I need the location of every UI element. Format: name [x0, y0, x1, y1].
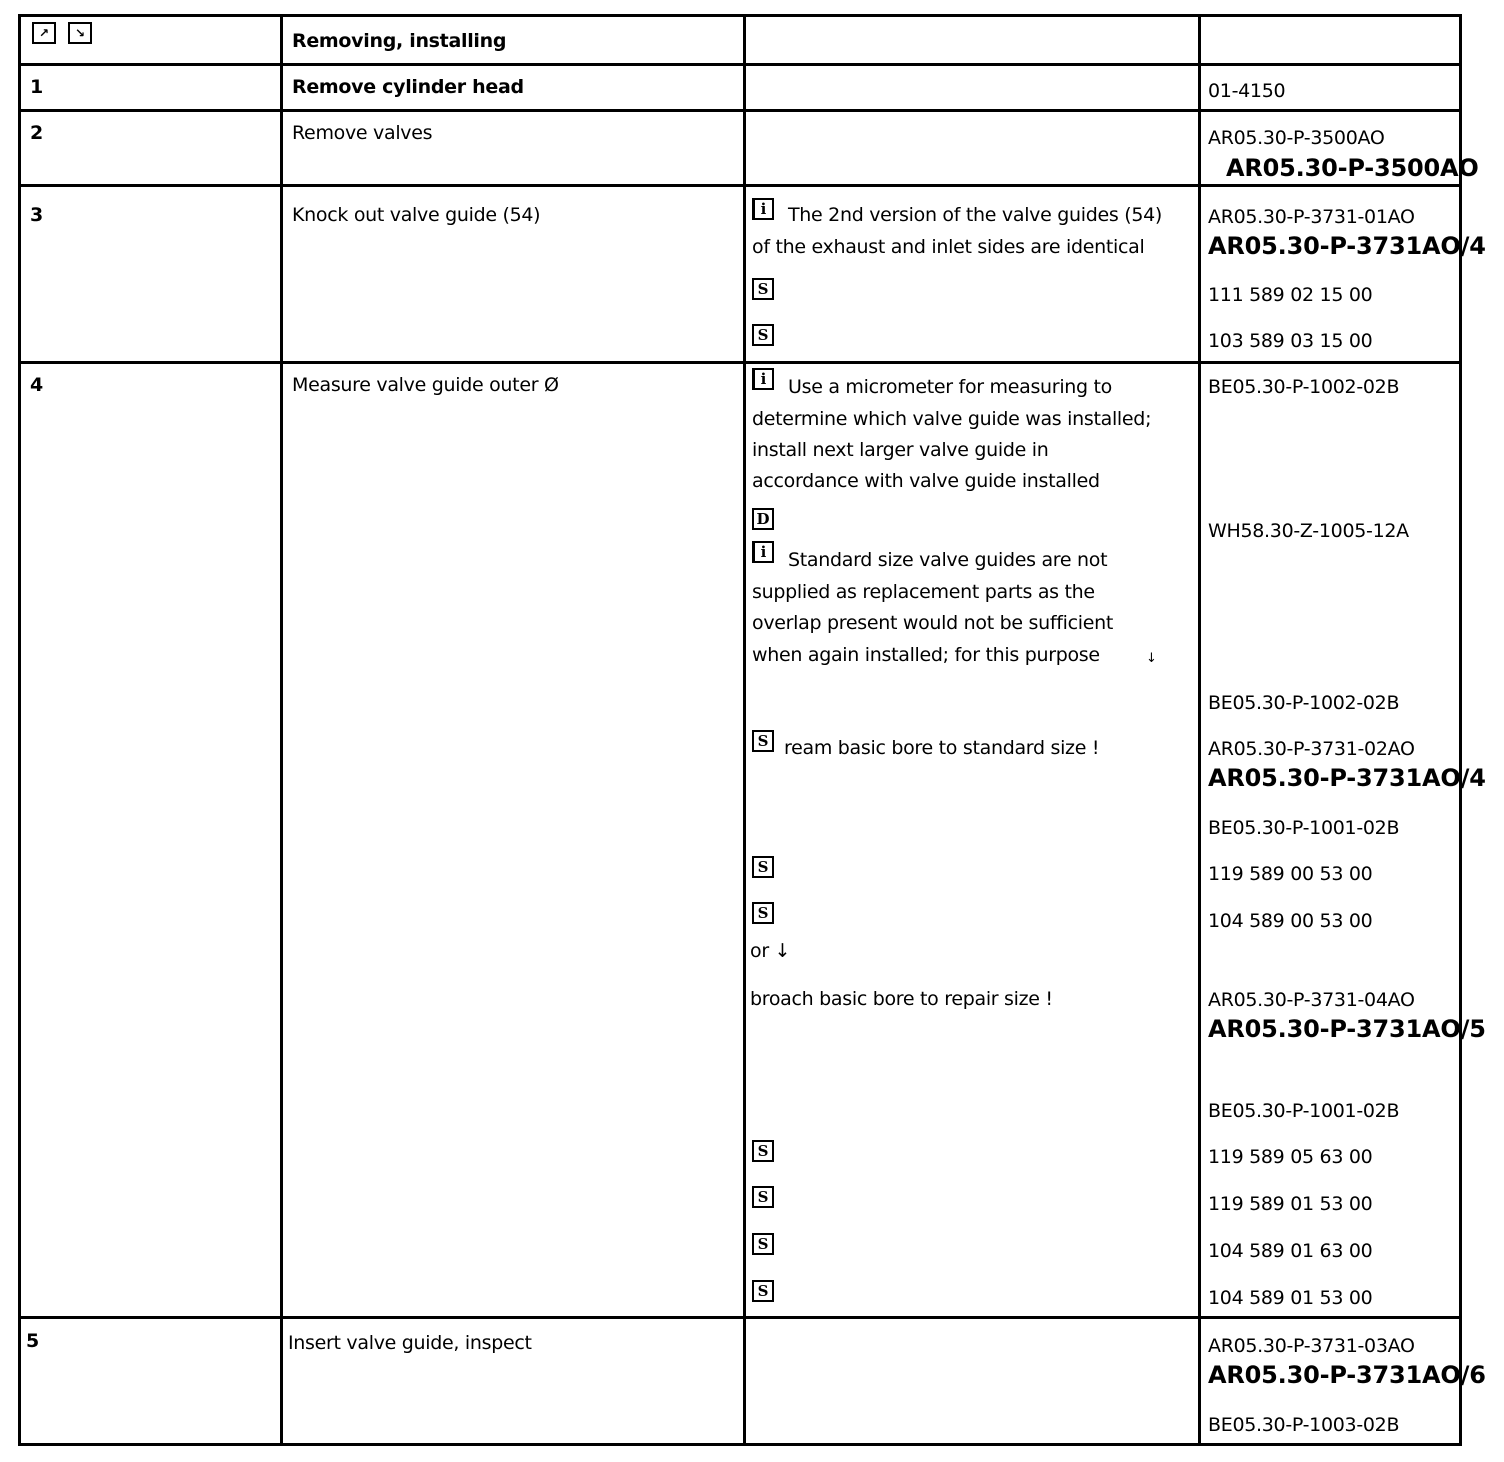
step-number: 3 [30, 204, 43, 226]
row-divider [18, 109, 1462, 112]
reference-link[interactable]: AR05.30-P-3731AO/5 [1208, 1015, 1486, 1043]
step-action: Insert valve guide, inspect [288, 1332, 532, 1354]
reference-link[interactable]: BE05.30-P-1002-02B [1208, 376, 1400, 398]
reference-link[interactable]: AR05.30-P-3731-03AO [1208, 1335, 1415, 1357]
reference-link[interactable]: BE05.30-P-1001-02B [1208, 817, 1400, 839]
reference-link[interactable]: AR05.30-P-3731AO/4 [1208, 764, 1486, 792]
reference-link[interactable]: AR05.30-P-3500AO [1208, 127, 1385, 149]
reference-link[interactable]: WH58.30-Z-1005-12A [1208, 520, 1409, 542]
special-tool-icon: S [752, 1186, 774, 1208]
instruction-text: broach basic bore to repair size ! [750, 988, 1053, 1010]
note-text: accordance with valve guide installed [752, 470, 1100, 492]
table-border-right [1459, 14, 1462, 1446]
note-text: install next larger valve guide in [752, 439, 1049, 461]
column-divider [743, 14, 746, 1446]
step-number: 5 [26, 1330, 39, 1352]
table-border-bottom [18, 1443, 1462, 1446]
column-divider [280, 14, 283, 1446]
reference-link[interactable]: AR05.30-P-3731-02AO [1208, 738, 1415, 760]
tool-number[interactable]: 104 589 00 53 00 [1208, 910, 1373, 932]
step-action: Measure valve guide outer Ø [292, 374, 559, 396]
tool-number[interactable]: 104 589 01 63 00 [1208, 1240, 1373, 1262]
note-text: supplied as replacement parts as the [752, 581, 1095, 603]
note-text: Standard size valve guides are not [788, 549, 1108, 571]
tool-number[interactable]: 111 589 02 15 00 [1208, 284, 1373, 306]
note-text: overlap present would not be sufficient [752, 612, 1113, 634]
note-text: Use a micrometer for measuring to [788, 376, 1113, 398]
collapse-arrows-icon: ↘ [68, 22, 92, 44]
note-icon: i [752, 541, 774, 563]
reference-link[interactable]: AR05.30-P-3500AO [1226, 154, 1479, 182]
technical-data-icon: D [752, 508, 774, 530]
step-action: Remove valves [292, 122, 433, 144]
special-tool-icon: S [752, 278, 774, 300]
reference-link[interactable]: BE05.30-P-1001-02B [1208, 1100, 1400, 1122]
note-icon: i [752, 198, 774, 220]
note-icon: i [752, 368, 774, 390]
row-divider [18, 63, 1462, 66]
or-text: or ↓ [750, 940, 791, 962]
table-border-left [18, 14, 21, 1446]
special-tool-icon: S [752, 1233, 774, 1255]
reference-link[interactable]: BE05.30-P-1002-02B [1208, 692, 1400, 714]
row-divider [18, 361, 1462, 364]
special-tool-icon: S [752, 856, 774, 878]
tool-number[interactable]: 119 589 01 53 00 [1208, 1193, 1373, 1215]
procedure-table [18, 14, 1462, 1446]
tool-number[interactable]: 119 589 05 63 00 [1208, 1146, 1373, 1168]
tool-number[interactable]: 104 589 01 53 00 [1208, 1287, 1373, 1309]
note-text: The 2nd version of the valve guides (54) [788, 204, 1163, 226]
reference-link[interactable]: AR05.30-P-3731AO/6 [1208, 1361, 1486, 1389]
special-tool-icon: S [752, 324, 774, 346]
row-divider [18, 184, 1462, 187]
reference-link[interactable]: 01-4150 [1208, 80, 1286, 102]
note-text: determine which valve guide was installed; [752, 408, 1152, 430]
reference-link[interactable]: AR05.30-P-3731-01AO [1208, 206, 1415, 228]
step-action: Knock out valve guide (54) [292, 204, 541, 226]
table-border-top [18, 14, 1462, 17]
row-divider [18, 1316, 1462, 1319]
tool-number[interactable]: 119 589 00 53 00 [1208, 863, 1373, 885]
step-number: 1 [30, 76, 43, 98]
step-number: 4 [30, 374, 43, 396]
reference-link[interactable]: AR05.30-P-3731AO/4 [1208, 232, 1486, 260]
special-tool-icon: S [752, 1280, 774, 1302]
note-text: when again installed; for this purpose [752, 644, 1100, 666]
reference-link[interactable]: BE05.30-P-1003-02B [1208, 1414, 1400, 1436]
tool-number[interactable]: 103 589 03 15 00 [1208, 330, 1373, 352]
step-action: Remove cylinder head [292, 76, 524, 98]
expand-arrows-icon: ↗ [32, 22, 56, 44]
column-divider [1198, 14, 1201, 1446]
instruction-text: ream basic bore to standard size ! [784, 737, 1100, 759]
note-text: of the exhaust and inlet sides are identical [752, 236, 1145, 258]
special-tool-icon: S [752, 1140, 774, 1162]
special-tool-icon: S [752, 730, 774, 752]
reference-link[interactable]: AR05.30-P-3731-04AO [1208, 989, 1415, 1011]
special-tool-icon: S [752, 902, 774, 924]
down-arrow-icon: ↓ [1146, 651, 1157, 666]
header-title: Removing, installing [292, 30, 507, 52]
step-number: 2 [30, 122, 43, 144]
